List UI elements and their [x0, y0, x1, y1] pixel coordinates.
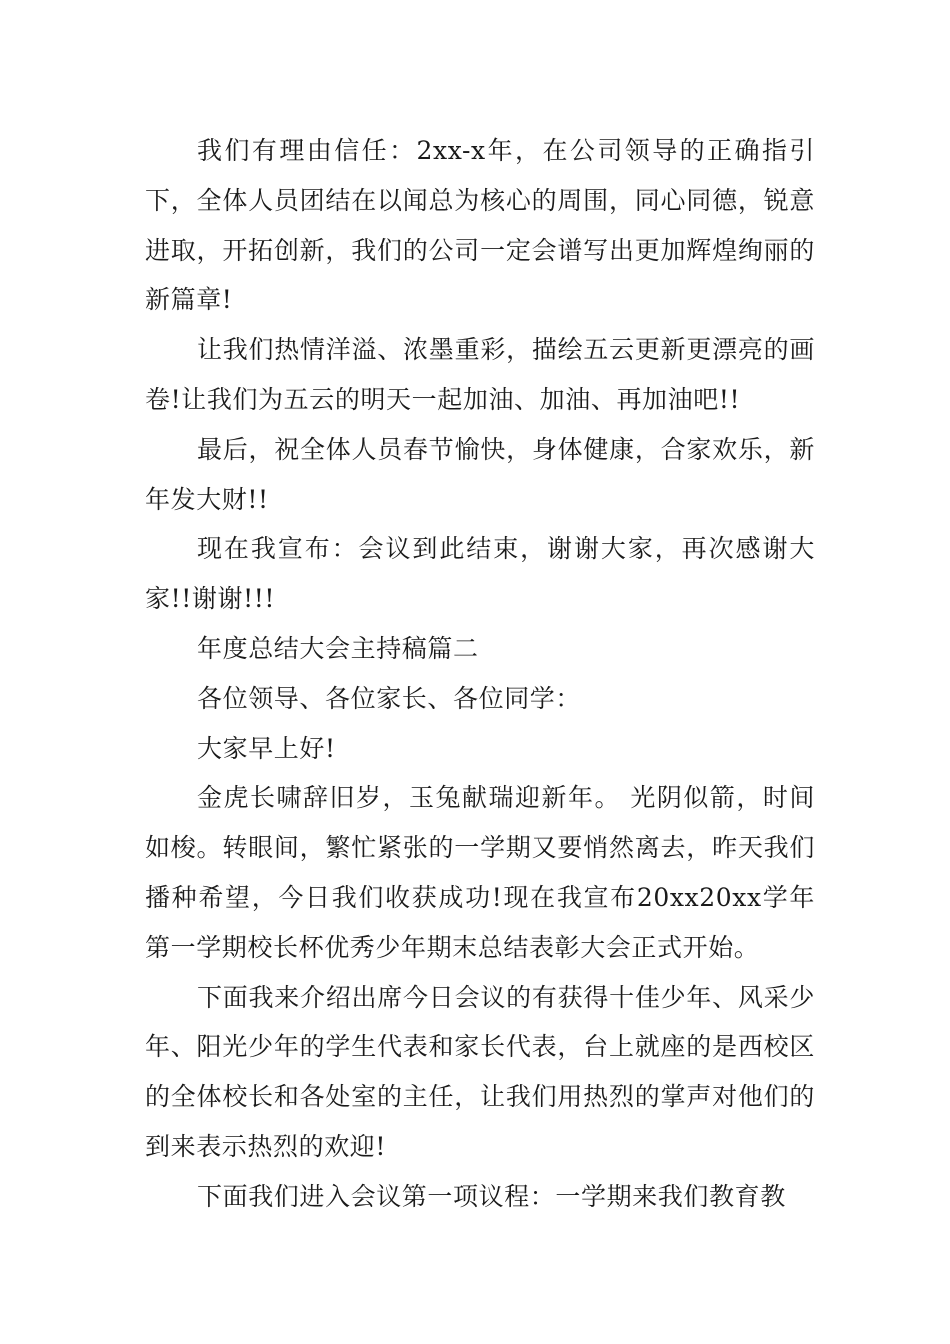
paragraph: 最后，祝全体人员春节愉快，身体健康，合家欢乐，新年发大财!!: [145, 434, 815, 514]
salutation: 各位领导、各位家长、各位同学：: [197, 683, 582, 713]
section-heading: 年度总结大会主持稿篇二: [197, 633, 479, 663]
paragraph: 金虎长啸辞旧岁，玉兔献瑞迎新年。 光阴似箭，时间如梭。转眼间，繁忙紧张的一学期又要悄然离去，昨天我们播种希望，今日我们收获成功!现在我宣布20xx20xx学年第一学期校长杯优秀少年期末总结表彰大会正式开始。: [145, 783, 815, 962]
paragraph: 让我们热情洋溢、浓墨重彩，描绘五云更新更漂亮的画卷!让我们为五云的明天一起加油、加油、再加油吧!!: [145, 335, 815, 414]
paragraph: 下面我来介绍出席今日会议的有获得十佳少年、风采少年、阳光少年的学生代表和家长代表，台上就座的是西校区的全体校长和各处室的主任，让我们用热烈的掌声对他们的到来表示热烈的欢迎!: [145, 982, 815, 1161]
document-body: [145, 126, 815, 1222]
paragraph: 下面我们进入会议第一项议程：一学期来我们教育教: [197, 1181, 786, 1211]
greeting: 大家早上好!: [197, 733, 336, 763]
paragraph: 我们有理由信任：2xx-x年，在公司领导的正确指引下，全体人员团结在以闻总为核心的周围，同心同德，锐意进取，开拓创新，我们的公司一定会谱写出更加辉煌绚丽的新篇章!: [145, 136, 815, 315]
paragraph: 现在我宣布：会议到此结束，谢谢大家，再次感谢大家!!谢谢!!!: [145, 534, 815, 614]
